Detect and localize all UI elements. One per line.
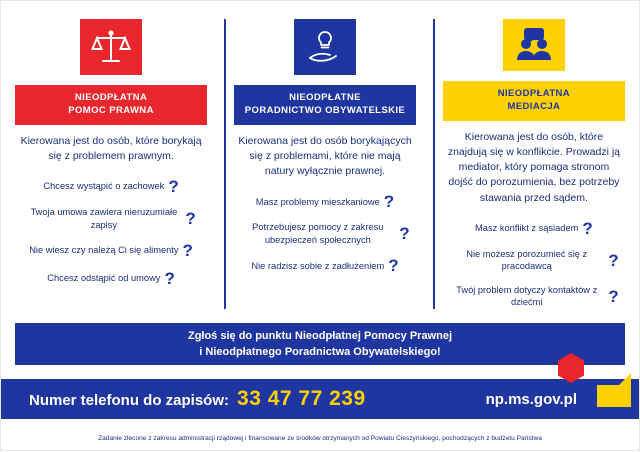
column-pomoc-prawna [15, 19, 207, 309]
question-mark-icon: ? [185, 209, 196, 229]
cta-line-1: Zgłoś się do punktu Nieodpłatnej Pomocy Prawnej [187, 329, 453, 342]
column-poradnictwo-obywatelskie [224, 19, 416, 309]
question-mark-icon: ? [168, 177, 179, 197]
columns-container [15, 19, 625, 309]
question-text: Twoja umowa zawiera nieruzumiałe zapisy [30, 207, 178, 230]
question-mark-icon: ? [608, 250, 619, 270]
question-mark-icon: ? [164, 269, 175, 289]
question-list-poradnictwo [234, 193, 416, 274]
question-list-pomoc-prawna [15, 178, 207, 287]
column-lead-pomoc-prawna: Kierowana jest do osób, które borykają się z problemem prawnym. [20, 134, 202, 162]
column-lead-poradnictwo: Kierowana jest do osób borykających się z problemami, które nie mają natury wyłącznie prawnej. [238, 134, 412, 178]
column-title-pomoc-prawna [15, 85, 207, 125]
question-mark-icon: ? [182, 241, 193, 261]
cta-line-2: i Nieodpłatnego Poradnictwa Obywatelskiego! [199, 346, 441, 358]
call-to-action-banner [15, 323, 625, 365]
question-mark-icon: ? [582, 218, 593, 238]
footer-note: Zadanie zlecone z zakresu administracji rządowej i finansowane ze środków otrzymanych od Powiatu Cieszyńskiego, pochodzących z budżetu Państwa [98, 435, 542, 442]
list-item [449, 248, 618, 273]
question-text: Chcesz wystąpić o zachowek [43, 181, 165, 192]
question-mark-icon: ? [399, 224, 410, 244]
square-yellow-decoration [597, 385, 631, 407]
column-title-poradnictwo [234, 85, 416, 125]
list-item [256, 193, 394, 210]
title-line-1: NIEODPŁATNA [74, 92, 148, 103]
question-text: Nie możesz porozumieć się z pracodawcą [466, 248, 588, 272]
list-item [43, 178, 178, 195]
list-item [251, 257, 398, 274]
list-item [449, 284, 618, 309]
title-line-2: POMOC PRAWNA [68, 104, 154, 116]
question-text: Potrzebujesz pomocy z zakresu ubezpieczeń społecznych [252, 222, 384, 245]
list-item [240, 221, 409, 246]
two-people-speech-icon [503, 19, 565, 71]
question-text: Twój problem dotyczy kontaktów z dziećmi [456, 284, 598, 308]
title-line-2: PORADNICTWO OBYWATELSKIE [244, 104, 406, 116]
phone-number[interactable]: 33 47 77 239 [237, 387, 366, 410]
list-item [47, 270, 175, 287]
column-lead-mediacja: Kierowana jest do osób, które znajdują się w konflikcie. Prowadzi ją mediator, który pomaga stronom dojść do porozumienia, bez potrzeby stawania przed sądem. [447, 130, 620, 204]
title-line-1: NIEODPŁATNE [289, 92, 361, 103]
hand-lightbulb-icon [294, 19, 356, 75]
phone-label: Numer telefonu do zapisów: [29, 392, 230, 409]
question-list-mediacja [443, 220, 625, 309]
list-item [26, 206, 195, 231]
question-text: Masz problemy mieszkaniowe [255, 196, 380, 207]
question-text: Chcesz odstąpić od umowy [47, 273, 161, 284]
phone-group [1, 387, 366, 411]
website-url[interactable]: np.ms.gov.pl [485, 390, 577, 408]
title-line-2: MEDIACJA [507, 100, 561, 112]
question-text: Masz konflikt z sąsiadem [475, 223, 579, 234]
list-item [475, 220, 593, 237]
question-mark-icon: ? [608, 286, 619, 306]
column-title-mediacja [443, 81, 625, 121]
question-mark-icon: ? [383, 192, 395, 212]
list-item [29, 242, 193, 259]
question-mark-icon: ? [388, 256, 399, 276]
scales-of-justice-icon [80, 19, 142, 75]
column-mediacja [433, 19, 625, 309]
contact-band [1, 379, 639, 419]
question-text: Nie wiesz czy należą Ci się alimenty [29, 245, 179, 256]
title-line-1: NIEODPŁATNA [497, 88, 571, 100]
question-text: Nie radzisz sobie z zadłużeniem [251, 260, 385, 271]
